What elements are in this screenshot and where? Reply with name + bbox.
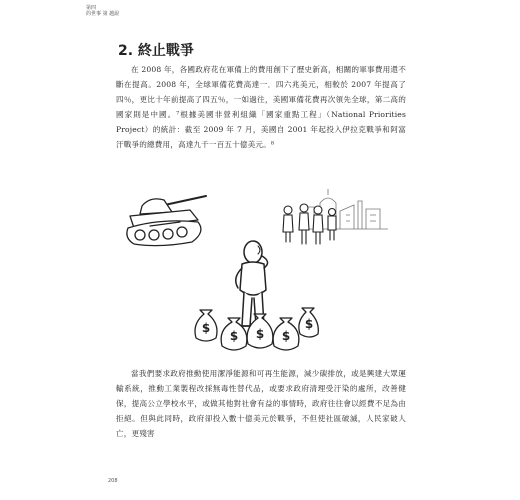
page-number: 208 (108, 478, 118, 484)
running-head-line1: 第四 (86, 5, 97, 11)
bag-dollar-2: $ (229, 329, 239, 343)
bag-dollar-3: $ (255, 327, 265, 341)
people-group-drawing (278, 200, 348, 255)
tank-drawing (120, 188, 220, 258)
illustration (110, 180, 410, 360)
running-head (86, 5, 119, 17)
bag-dollar-4: $ (281, 329, 291, 343)
paragraph-government-priorities: 當我們要求政府推動使用潔淨能源和可再生能源，減少碳排放，或是興建大眾運輸系統，推動工業製程改採無毒性替代品，或要求政府清理受汙染的處所，改善健保，提高公立學校水平，或做其他對社會有益的事情時，政府往往會以經費不足為由拒絕。但與此同時，政府卻投入數十億美元於戰爭，不但使社區破滅，人民家破人亡，更殘害 (116, 369, 406, 439)
running-head-line2: 的世事 第 越說 (86, 11, 120, 17)
money-bags-drawing (192, 300, 322, 360)
section-title: 2. 終止戰爭 (118, 43, 194, 59)
bag-dollar-1: $ (201, 321, 211, 335)
paragraph-military-spending: 在 2008 年，各國政府花在軍備上的費用創下了歷史新高，相關的軍事費用還不斷在提高。2008 年，全球軍備花費高達一．四六兆美元，相較於 2007 年提高了四％，更比十年前提高了四五％，一如過往，美國軍備花費再次領先全球，第二高的國家則是中國。⁷根據美國非營利組織「國家重點工程」（National Priorities Project）的統計：截至 2009 年 7 月，美國自 2001 年起投入伊拉克戰爭和阿富汗戰爭的總費用，高達九千一百五十億美元。⁸ (116, 65, 406, 150)
bag-dollar-5: $ (304, 317, 314, 331)
